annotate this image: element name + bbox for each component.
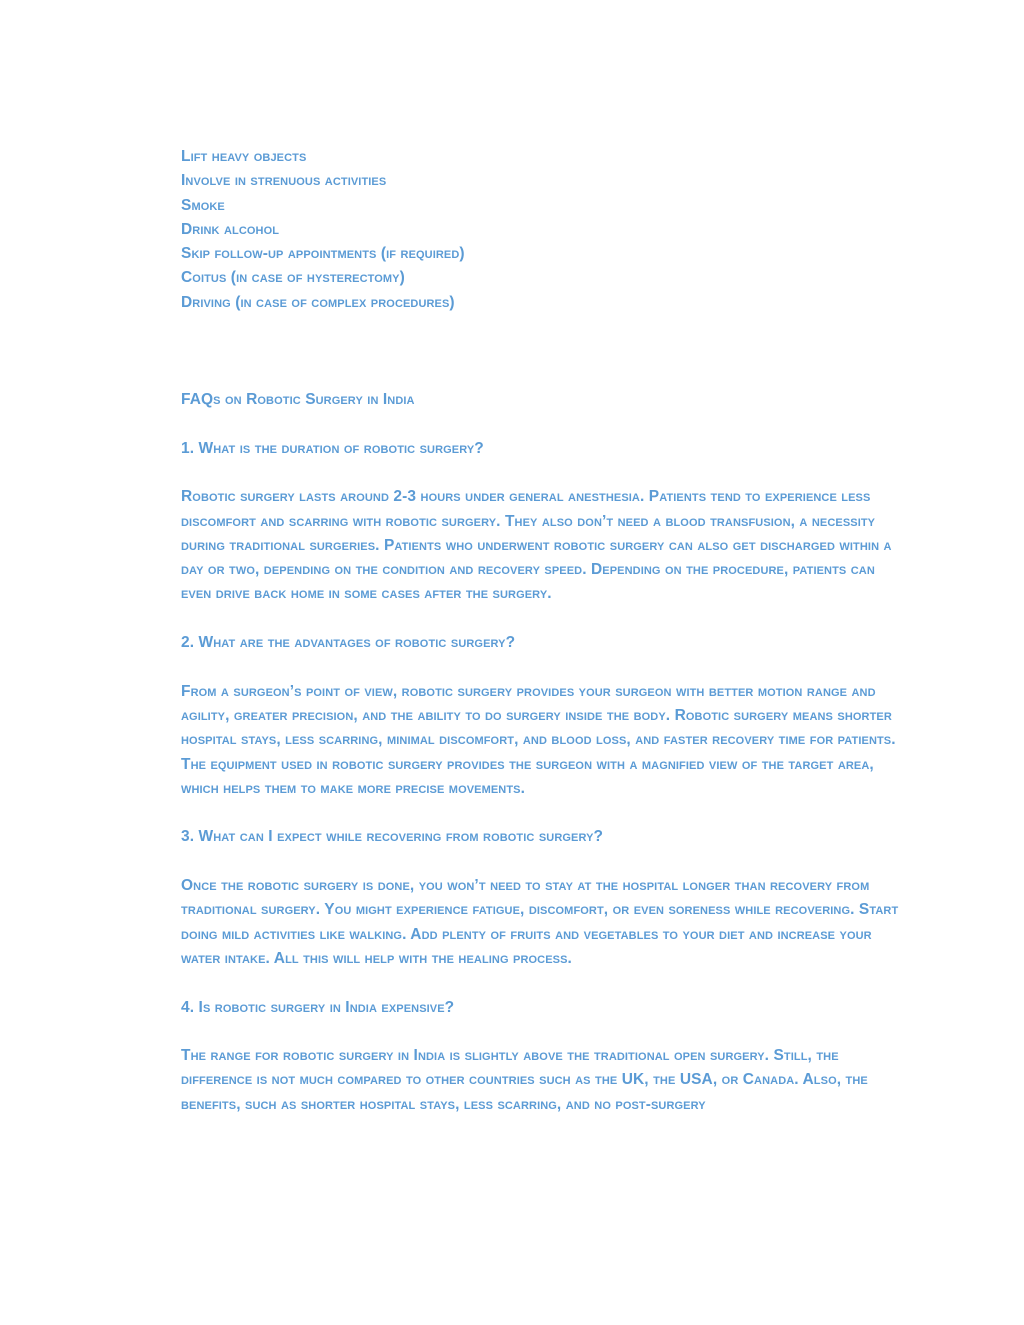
faq-question: 4. Is robotic surgery in India expensive?: [181, 998, 455, 1016]
spacer: [181, 971, 906, 995]
avoid-list: [181, 145, 906, 315]
list-item: Smoke: [181, 196, 225, 214]
faq-heading: FAQs on Robotic Surgery in India: [181, 391, 415, 409]
spacer: [181, 801, 906, 825]
document-page: [181, 145, 906, 1117]
faq-question: 3. What can I expect while recovering from robotic surgery?: [181, 828, 604, 846]
faq-item-1: [181, 437, 906, 607]
spacer: [181, 850, 906, 874]
spacer: [181, 461, 906, 485]
spacer: [181, 315, 906, 388]
faq-item-2: [181, 631, 906, 801]
spacer: [181, 1020, 906, 1044]
list-item: Skip follow-up appointments (if required): [181, 245, 465, 263]
list-item: Driving (in case of complex procedures): [181, 293, 455, 311]
faq-item-4: [181, 996, 906, 1117]
faq-answer: From a surgeon’s point of view, robotic surgery provides your surgeon with better motion range and agility, greater precision, and the ability to do surgery inside the body. Robotic surgery means shorter hospital stays, less scarring, minimal discomfort, and blood loss, and faster recovery time for patients. The equipment used in robotic surgery provides the surgeon with a magnified view of the target area, which helps them to make more precise movements.: [181, 682, 896, 797]
list-item: Lift heavy objects: [181, 148, 307, 165]
spacer: [181, 412, 906, 436]
faq-question: 2. What are the advantages of robotic surgery?: [181, 634, 516, 652]
faq-question: 1. What is the duration of robotic surgery?: [181, 439, 484, 457]
faq-answer: Robotic surgery lasts around 2-3 hours under general anesthesia. Patients tend to experience less discomfort and scarring with robotic surgery. They also don’t need a blood transfusion, a necessity during traditional surgeries. Patients who underwent robotic surgery can also get discharged within a day or two, depending on the condition and recovery speed. Depending on the procedure, patients can even drive back home in some cases after the surgery.: [181, 488, 892, 603]
spacer: [181, 655, 906, 679]
list-item: Coitus (in case of hysterectomy): [181, 269, 405, 287]
spacer: [181, 607, 906, 631]
faq-item-3: [181, 825, 906, 971]
faq-answer: The range for robotic surgery in India is slightly above the traditional open surgery. Still, the difference is not much compared to other countries such as the UK, the USA, or Canada. Also, the benefits, such as shorter hospital stays, less scarring, and no post-surgery: [181, 1047, 868, 1113]
faq-answer: Once the robotic surgery is done, you won’t need to stay at the hospital longer than recovery from traditional surgery. You might experience fatigue, discomfort, or even soreness while recovering. Start doing mild activities like walking. Add plenty of fruits and vegetables to your diet and increase your water intake. All this will help with the healing process.: [181, 877, 899, 967]
list-item: Involve in strenuous activities: [181, 172, 387, 190]
list-item: Drink alcohol: [181, 220, 280, 238]
